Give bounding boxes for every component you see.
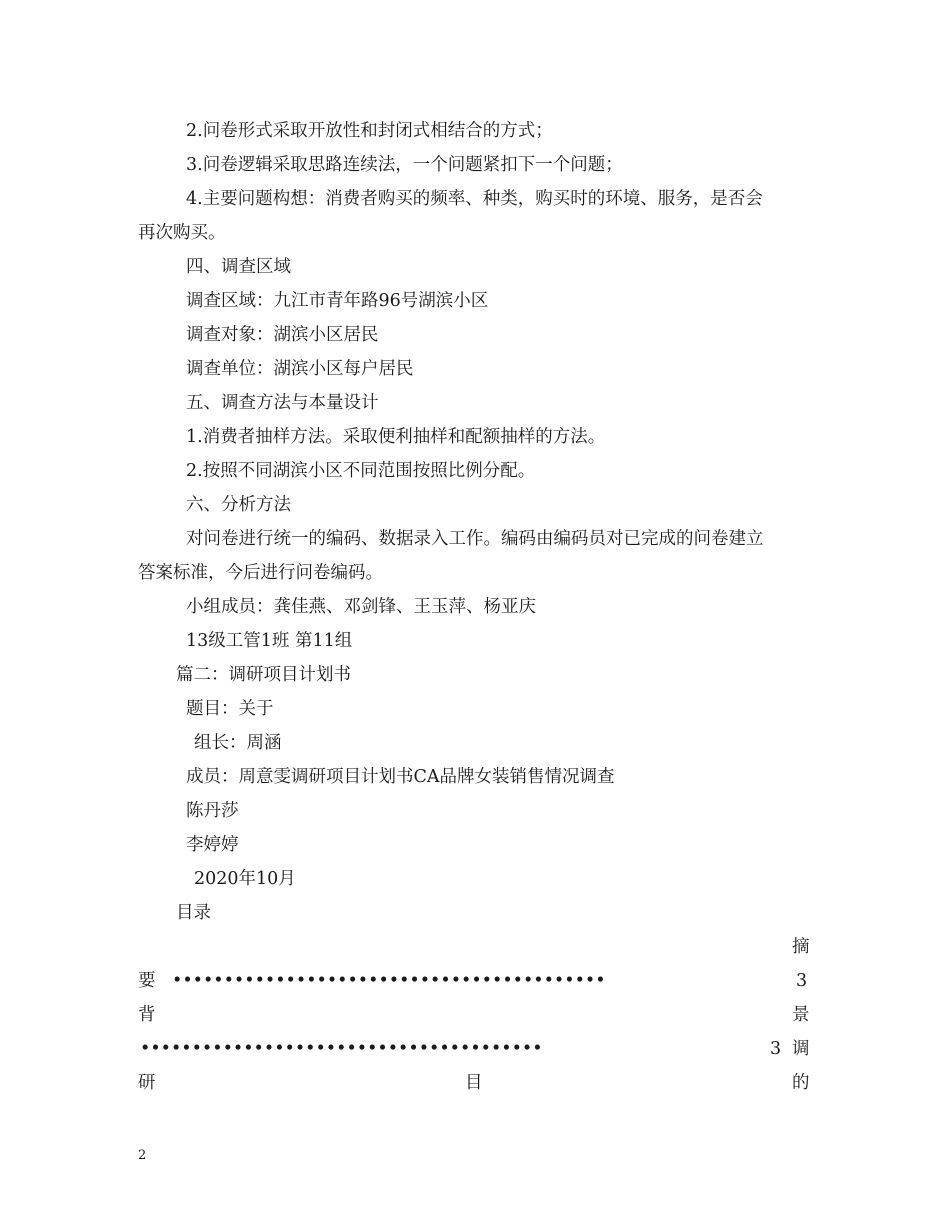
text-line: 答案标准，今后进行问卷编码。 — [138, 563, 383, 583]
toc-char: 调 — [792, 1039, 810, 1059]
text-line: 再次购买。 — [138, 223, 226, 243]
text-line: 2.问卷形式采取开放性和封闭式相结合的方式； — [186, 121, 553, 141]
page-number: 2 — [138, 1148, 147, 1163]
text-line: 调查单位：湖滨小区每户居民 — [186, 359, 414, 379]
toc-page-number: 3 — [770, 1039, 782, 1059]
text-line: 13级工管1班 第11组 — [186, 631, 353, 651]
toc-char: 研 — [138, 1073, 156, 1093]
text-line: 对问卷进行统一的编码、数据录入工作。编码由编码员对已完成的问卷建立 — [186, 529, 764, 549]
toc-page-number: 3 — [796, 971, 808, 991]
toc-char: 摘 — [792, 937, 810, 957]
section-heading: 六、分析方法 — [186, 495, 291, 515]
text-line: 调查区域：九江市青年路96号湖滨小区 — [186, 291, 489, 311]
text-line: 3.问卷逻辑采取思路连续法，一个问题紧扣下一个问题； — [186, 155, 623, 175]
section-heading: 篇二：调研项目计划书 — [176, 665, 351, 685]
text-line: 李婷婷 — [186, 835, 239, 855]
toc-char: 目 — [465, 1073, 483, 1093]
text-line: 2.按照不同湖滨小区不同范围按照比例分配。 — [186, 461, 536, 481]
text-line: 2020年10月 — [194, 869, 296, 889]
text-line: 陈丹莎 — [186, 801, 239, 821]
text-line: 调查对象：湖滨小区居民 — [186, 325, 379, 345]
toc-heading: 目录 — [176, 903, 211, 923]
toc-char: 景 — [792, 1005, 810, 1025]
toc-leader-dots: •••••••••••••••••••••••••••••••••••••••••• — [172, 971, 606, 991]
toc-char: 的 — [792, 1073, 810, 1093]
text-line: 1.消费者抽样方法。采取便利抽样和配额抽样的方法。 — [186, 427, 606, 447]
text-line: 题目：关于 — [186, 699, 274, 719]
toc-char: 背 — [138, 1005, 156, 1025]
section-heading: 四、调查区域 — [186, 257, 291, 277]
text-line: 4.主要问题构想：消费者购买的频率、种类，购买时的环境、服务，是否会 — [186, 189, 763, 209]
text-line: 小组成员：龚佳燕、邓剑锋、王玉萍、杨亚庆 — [186, 597, 536, 617]
text-line: 成员：周意雯调研项目计划书CA品牌女装销售情况调查 — [186, 767, 615, 787]
section-heading: 五、调查方法与本量设计 — [186, 393, 379, 413]
toc-leader-dots: ••••••••••••••••••••••••••••••••••••••• — [140, 1039, 543, 1059]
text-line: 组长：周涵 — [194, 733, 282, 753]
toc-char: 要 — [138, 971, 156, 991]
